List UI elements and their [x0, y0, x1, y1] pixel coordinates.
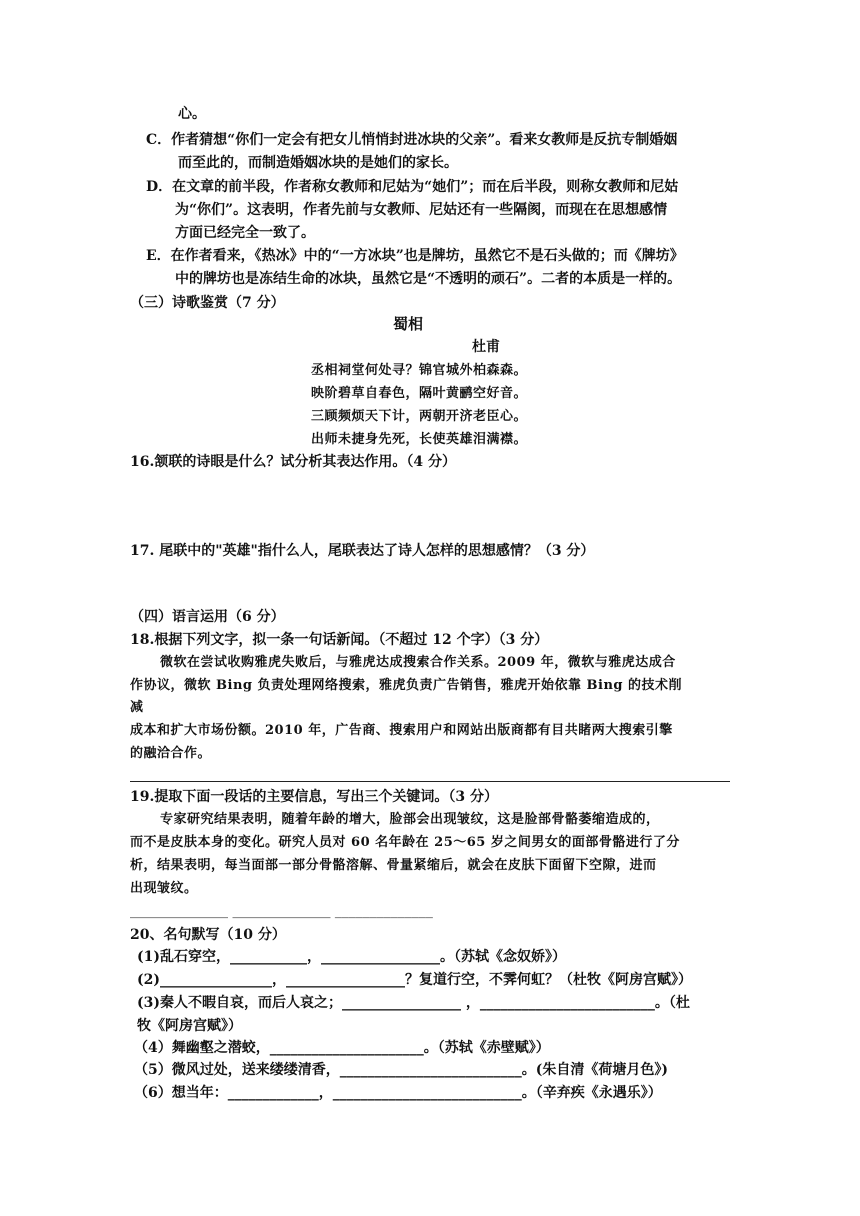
q18-text-line-3: 减 — [130, 700, 144, 715]
q18-text-line-2: 作协议，微软 Bing 负责处理网络搜索，雅虎负责广告销售，雅虎开始依靠 Bing 的技术削 — [130, 678, 683, 693]
q18-text-line-5: 的融洽合作。 — [130, 746, 212, 761]
option-d-line3: 方面已经完全一致了。 — [175, 225, 315, 241]
q20-item-6: （6）想当年：_____________，___________________________。（辛弃疾《永遇乐》） — [134, 1085, 662, 1101]
q19-text-line-1: 专家研究结果表明，随着年龄的增大，脸部会出现皱纹，这是脸部骨骼萎缩造成的， — [160, 812, 660, 827]
poem-line-1: 丞相祠堂何处寻？锦官城外柏森森。 — [311, 363, 528, 378]
option-c-line2: 而至此的，而制造婚姻冰块的是她们的家长。 — [178, 155, 458, 171]
q19-text-line-3: 析，结果表明，每当面部一部分骨骼溶解、骨量紧缩后，就会在皮肤下面留下空隙，进而 — [130, 858, 657, 873]
question-16: 16.颔联的诗眼是什么？试分析其表达作用。（4 分） — [130, 454, 456, 470]
q19-text-line-4: 出现皱纹。 — [130, 881, 198, 896]
section3-heading: （三）诗歌鉴赏（7 分） — [130, 295, 285, 311]
q20-item-3-cont: 牧《阿房宫赋》） — [137, 1018, 242, 1034]
q18-text-line-1: 微软在尝试收购雅虎失败后，与雅虎达成搜索合作关系。2009 年，微软与雅虎达成合 — [160, 655, 676, 670]
poem-title: 蜀相 — [393, 315, 424, 333]
option-e-line1: E．在作者看来，《热冰》中的“一方冰块”也是牌坊，虽然它不是石头做的；而《牌坊》 — [146, 248, 684, 264]
q19-answer-blanks[interactable]: ______________ ______________ ______________ — [130, 903, 433, 919]
poem-line-2: 映阶碧草自春色，隔叶黄鹂空好音。 — [311, 386, 528, 401]
option-c-line1: C．作者猜想“你们一定会有把女儿悄悄封进冰块的父亲”。看来女教师是反抗专制婚姻 — [146, 132, 678, 148]
poem-line-3: 三顾频烦天下计，两朝开济老臣心。 — [311, 409, 528, 424]
option-e-line2: 中的牌坊也是冻结生命的冰块，虽然它是“不透明的顽石”。二者的本质是一样的。 — [175, 271, 682, 287]
question-20: 20、名句默写（10 分） — [130, 927, 286, 943]
question-17: 17. 尾联中的"英雄"指什么人，尾联表达了诗人怎样的思想感情？（3 分） — [130, 543, 595, 559]
poem-line-4: 出师未捷身先死，长使英雄泪满襟。 — [311, 432, 528, 447]
option-d-line1: D．在文章的前半段，作者称女教师和尼姑为“她们”；而在后半段，则称女教师和尼姑 — [146, 179, 679, 195]
option-prev-tail: 心。 — [178, 106, 206, 122]
option-d-line2: 为“你们”。这表明，作者先前与女教师、尼姑还有一些隔阂，而现在在思想感情 — [175, 202, 668, 218]
question-18: 18.根据下列文字，拟一条一句话新闻。（不超过 12 个字）（3 分） — [130, 632, 549, 648]
poem-author: 杜甫 — [472, 339, 500, 355]
answer-rule — [130, 781, 730, 782]
q20-item-1: (1)乱石穿空，___________，_________________。（苏轼《念奴娇》） — [137, 949, 566, 965]
q20-item-3: (3)秦人不暇自哀，而后人哀之；_________________ ，_________________________。（杜 — [137, 995, 690, 1011]
question-19: 19.提取下面一段话的主要信息，写出三个关键词。（3 分） — [130, 789, 498, 805]
q19-text-line-2: 而不是皮肤本身的变化。研究人员对 60 名年龄在 25～65 岁之间男女的面部骨骼进行了分 — [130, 835, 680, 850]
q18-text-line-4: 成本和扩大市场份额。2010 年，广告商、搜索用户和网站出版商都有目共睹两大搜索引擎 — [130, 723, 673, 738]
q20-item-4: （4）舞幽壑之潜蛟，______________________。（苏轼《赤壁赋》） — [134, 1040, 550, 1056]
section4-heading: （四）语言运用（6 分） — [130, 609, 285, 625]
q20-item-5: （5）微风过处，送来缕缕清香，__________________________。(朱自清《荷塘月色》) — [134, 1062, 668, 1078]
q20-item-2: (2)________________，_________________？复道行空，不霁何虹？（杜牧《阿房宫赋》） — [137, 972, 692, 988]
